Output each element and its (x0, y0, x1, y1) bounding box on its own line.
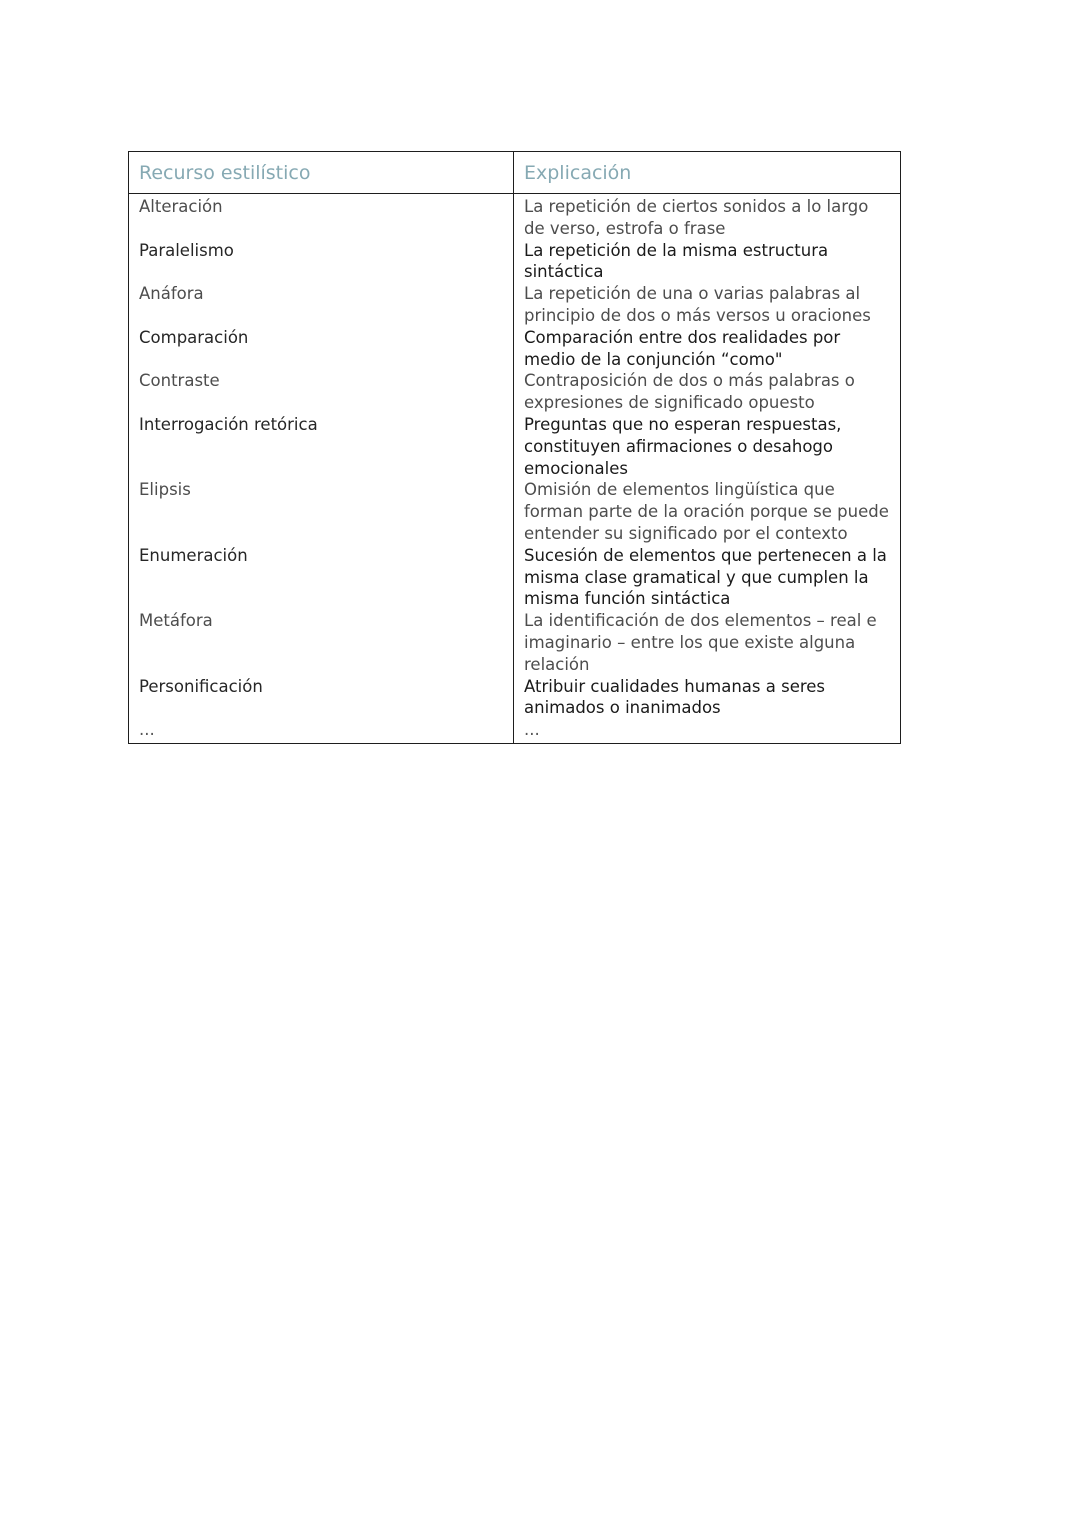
header-recurso: Recurso estilístico (129, 152, 514, 194)
row-term: Metáfora (129, 610, 514, 675)
table-row (129, 370, 901, 414)
row-term: Comparación (129, 327, 514, 371)
table-row (129, 719, 901, 743)
row-term: Interrogación retórica (129, 414, 514, 479)
row-explanation: La repetición de una o varias palabras al principio de dos o más versos u oraciones (514, 283, 901, 327)
header-explicacion: Explicación (514, 152, 901, 194)
table-row (129, 194, 901, 240)
table-row (129, 479, 901, 544)
row-explanation: La identificación de dos elementos – real e imaginario – entre los que existe alguna relación (514, 610, 901, 675)
row-term: Personificación (129, 676, 514, 720)
table-row (129, 545, 901, 610)
row-explanation: Contraposición de dos o más palabras o expresiones de significado opuesto (514, 370, 901, 414)
row-term-ellipsis: ... (129, 719, 514, 743)
stylistic-devices-table (128, 151, 901, 744)
table-row (129, 414, 901, 479)
table-header-row (129, 152, 901, 194)
row-explanation: La repetición de ciertos sonidos a lo largo de verso, estrofa o frase (514, 194, 901, 240)
row-explanation: Sucesión de elementos que pertenecen a la misma clase gramatical y que cumplen la misma función sintáctica (514, 545, 901, 610)
row-term: Enumeración (129, 545, 514, 610)
row-term: Anáfora (129, 283, 514, 327)
row-explanation: Omisión de elementos lingüística que forman parte de la oración porque se puede entender su significado por el contexto (514, 479, 901, 544)
table-row (129, 610, 901, 675)
row-explanation: Comparación entre dos realidades por medio de la conjunción “como" (514, 327, 901, 371)
row-explanation-ellipsis: ... (514, 719, 901, 743)
table-row (129, 240, 901, 284)
row-term: Contraste (129, 370, 514, 414)
row-term: Paralelismo (129, 240, 514, 284)
row-explanation: Preguntas que no esperan respuestas, constituyen afirmaciones o desahogo emocionales (514, 414, 901, 479)
row-term: Elipsis (129, 479, 514, 544)
table-row (129, 327, 901, 371)
row-term: Alteración (129, 194, 514, 240)
table-row (129, 283, 901, 327)
row-explanation: Atribuir cualidades humanas a seres animados o inanimados (514, 676, 901, 720)
row-explanation: La repetición de la misma estructura sintáctica (514, 240, 901, 284)
table-row (129, 676, 901, 720)
